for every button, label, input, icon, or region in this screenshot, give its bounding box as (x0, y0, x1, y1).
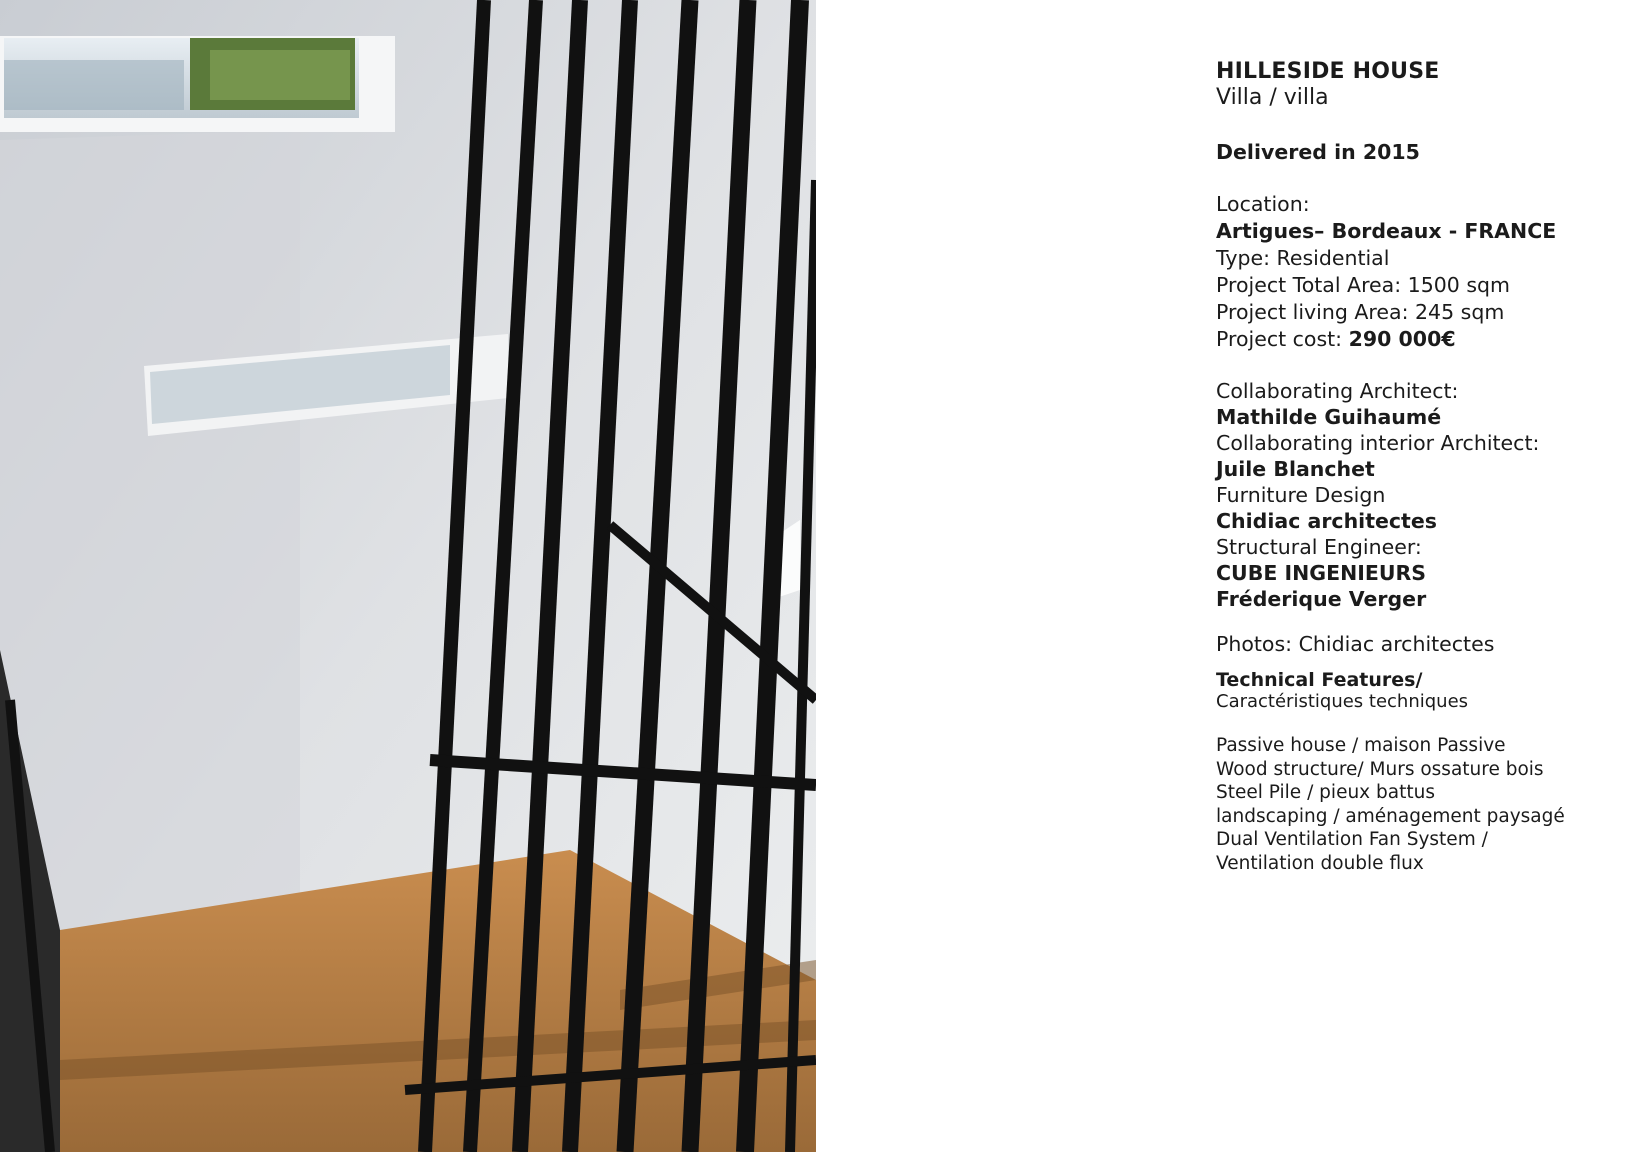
structural-value-person: Fréderique Verger (1216, 587, 1427, 611)
collab-architect-label: Collaborating Architect: (1216, 379, 1459, 403)
location-label: Location: (1216, 192, 1310, 216)
collab-architect-value: Mathilde Guihaumé (1216, 405, 1442, 429)
project-subtitle: Villa / villa (1216, 85, 1329, 110)
delivered-year: Delivered in 2015 (1216, 140, 1420, 164)
project-living-area: Project living Area: 245 sqm (1216, 300, 1505, 324)
project-cost-label: Project cost: (1216, 327, 1349, 351)
features-list (1216, 734, 1616, 875)
feature-item: Ventilation double flux (1216, 852, 1424, 874)
feature-item: landscaping / aménagement paysagé (1216, 805, 1565, 827)
feature-item: Dual Ventilation Fan System / (1216, 829, 1488, 850)
feature-item: Steel Pile / pieux battus (1216, 782, 1435, 803)
photo-credits: Photos: Chidiac architectes (1216, 632, 1495, 656)
feature-item: Wood structure/ Murs ossature bois (1216, 758, 1544, 780)
project-info (1216, 58, 1616, 875)
collab-interior-label: Collaborating interior Architect: (1216, 431, 1540, 455)
feature-item: Passive house / maison Passive (1216, 735, 1506, 756)
tech-features-title: Technical Features/ (1216, 669, 1423, 691)
structural-label: Structural Engineer: (1216, 535, 1422, 559)
project-cost (1216, 326, 1616, 353)
project-title: HILLESIDE HOUSE (1216, 59, 1440, 84)
furniture-value: Chidiac architectes (1216, 509, 1437, 533)
location-value: Artigues– Bordeaux - FRANCE (1216, 219, 1557, 243)
collab-interior-value: Juile Blanchet (1216, 457, 1375, 481)
furniture-label: Furniture Design (1216, 483, 1386, 507)
structural-value-company: CUBE INGENIEURS (1216, 561, 1427, 585)
project-type: Type: Residential (1216, 246, 1390, 270)
project-total-area: Project Total Area: 1500 sqm (1216, 273, 1510, 297)
project-cost-value: 290 000€ (1348, 327, 1456, 351)
tech-features-subtitle: Caractéristiques techniques (1216, 691, 1469, 712)
